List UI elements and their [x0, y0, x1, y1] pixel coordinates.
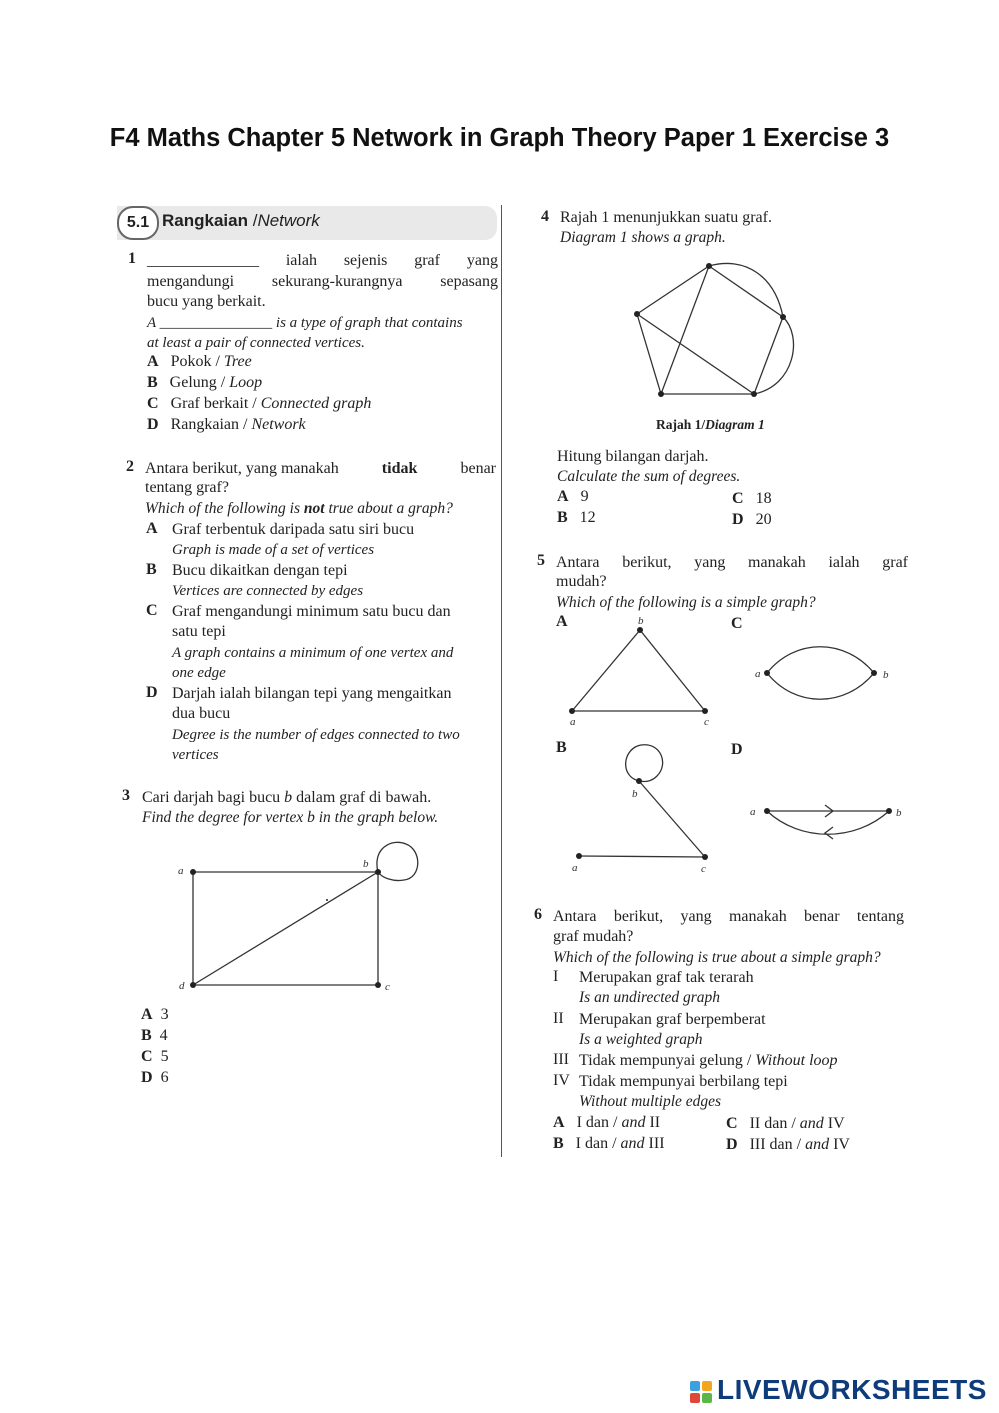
column-divider: [501, 205, 502, 1157]
edge: [637, 266, 709, 314]
q3-ms-a: Cari darjah bagi bucu: [142, 789, 281, 806]
option-letter: A: [553, 1114, 565, 1131]
label-b: b: [632, 788, 638, 800]
q6-option-b[interactable]: [553, 1134, 665, 1154]
q4-option-b[interactable]: [557, 508, 596, 528]
q3-ms-b: dalam graf di bawah.: [296, 789, 432, 806]
q2-en-a: Which of the following is: [145, 500, 300, 517]
option-ms: Gelung /: [169, 374, 226, 391]
vertex: [706, 263, 712, 269]
q4-en: Diagram 1 shows a graph.: [560, 229, 726, 246]
q2-number: 2: [126, 458, 134, 475]
option-and: and: [805, 1136, 830, 1153]
option-letter: C: [726, 1115, 738, 1132]
label-a: a: [755, 668, 761, 680]
vertex: [658, 391, 664, 397]
edge-upper: [767, 647, 874, 673]
q1-word: ialah: [285, 252, 317, 269]
vertex-b: [886, 808, 892, 814]
q5-ms-line2: mudah?: [556, 573, 607, 590]
option-letter: B: [147, 374, 158, 391]
caption-ms: Rajah 1/: [656, 417, 706, 432]
q1-word: graf: [414, 252, 440, 269]
q3-number: 3: [122, 787, 130, 804]
q3-ms: [142, 788, 431, 808]
vertex-a: [764, 670, 770, 676]
q1-option-b[interactable]: [147, 373, 262, 393]
q2-en-b: true about a graph?: [328, 500, 453, 517]
q4-option-d[interactable]: [732, 510, 772, 530]
vertex-c: [702, 854, 708, 860]
edge: [709, 266, 783, 317]
option-ms: satu tepi: [172, 623, 226, 640]
q6-statement-roman: III: [553, 1051, 569, 1068]
option-value: 9: [580, 488, 589, 505]
vertex-c: [375, 982, 381, 988]
q5-option-a-graph[interactable]: [562, 612, 722, 730]
q5-option-d-letter[interactable]: D: [731, 741, 743, 758]
q4-question-en: Calculate the sum of degrees.: [557, 468, 741, 485]
option-ms: Pokok /: [170, 353, 220, 370]
option-value: 5: [160, 1048, 169, 1065]
vertex: [780, 314, 786, 320]
q2-ms-a: Antara berikut, yang manakah: [145, 460, 339, 477]
q2-en-bold: not: [303, 500, 325, 517]
section-title-sep: /: [252, 211, 258, 230]
option-letter: D: [726, 1136, 738, 1153]
option-and: and: [620, 1135, 645, 1152]
arrow-left-icon: [825, 827, 833, 839]
q6-statement-ms: Tidak mempunyai berbilang tepi: [579, 1073, 788, 1090]
label-a: a: [750, 806, 756, 818]
q5-option-a-letter[interactable]: A: [556, 613, 568, 630]
q6-ms-line1: Antara berikut, yang manakah benar tentang: [553, 908, 904, 925]
option-ms: Graf terbentuk daripada satu siri bucu: [172, 521, 415, 538]
q3-option-d[interactable]: [141, 1068, 169, 1088]
option-text: I dan /: [576, 1114, 618, 1131]
option-value: 6: [160, 1069, 169, 1086]
liveworksheets-logo-icon: [690, 1379, 714, 1405]
q4-diagram-caption: [656, 417, 765, 433]
label-a: a: [572, 862, 578, 874]
q2-ms-b: benar: [460, 460, 496, 477]
option-value: 4: [159, 1027, 168, 1044]
option-letter: C: [732, 490, 744, 507]
option-ms: Bucu dikaitkan dengan tepi: [172, 562, 348, 579]
q1-en-b: is a type of graph that contains: [275, 315, 463, 331]
option-letter: C: [141, 1048, 153, 1065]
option-letter: A: [147, 353, 159, 370]
option-value: 3: [160, 1006, 169, 1023]
section-title: [162, 211, 320, 231]
option-text: III dan /: [749, 1136, 802, 1153]
option-text: III: [648, 1135, 665, 1152]
option-letter: A: [146, 520, 158, 537]
label-d: d: [179, 980, 185, 992]
q6-statement-ms: Tidak mempunyai gelung /: [579, 1052, 752, 1069]
q5-ms-line1: Antara berikut, yang manakah ialah graf: [556, 554, 908, 571]
option-ms: Darjah ialah bilangan tepi yang mengaitkan: [172, 685, 452, 702]
q4-option-c[interactable]: [732, 489, 772, 509]
loop-b: [377, 842, 418, 880]
stray-dot: [326, 899, 328, 901]
label-b: b: [883, 669, 889, 681]
edge-lower: [767, 673, 874, 699]
q3-en: Find the degree for vertex b in the graph below.: [142, 809, 439, 826]
caption-en: Diagram 1: [705, 417, 765, 432]
q1-en-line2: at least a pair of connected vertices.: [147, 335, 365, 351]
option-text: IV: [833, 1136, 850, 1153]
q5-option-b-letter[interactable]: B: [556, 739, 567, 756]
edge-curve: [754, 317, 793, 394]
q2-en: [145, 499, 453, 519]
q3-graph-diagram: [170, 836, 430, 996]
vertex-b: [871, 670, 877, 676]
option-letter: D: [141, 1069, 153, 1086]
edge: [637, 314, 661, 394]
section-title-en: Network: [257, 211, 320, 230]
q1-option-c[interactable]: [147, 394, 371, 414]
q5-option-c-letter[interactable]: C: [731, 615, 743, 632]
edge: [637, 314, 754, 394]
q3-option-b[interactable]: [141, 1026, 168, 1046]
q6-option-a[interactable]: [553, 1113, 660, 1133]
vertex-d: [190, 982, 196, 988]
q5-option-b-graph[interactable]: [565, 740, 725, 878]
q5-number: 5: [537, 552, 545, 569]
vertex-c: [702, 708, 708, 714]
label-a: a: [570, 716, 576, 728]
option-and: and: [621, 1114, 646, 1131]
option-value: 20: [755, 511, 772, 528]
section-title-ms: Rangkaian: [162, 211, 248, 230]
q1-en-blank[interactable]: _______________: [159, 315, 273, 331]
liveworksheets-logo-text: LIVEWORKSHEETS: [717, 1374, 987, 1405]
edge: [640, 630, 705, 711]
q6-en: Which of the following is true about a simple graph?: [553, 949, 881, 966]
q1-ms-line2: mengandungi sekurang-kurangnya sepasang: [147, 273, 498, 290]
q1-ms-line3: bucu yang berkait.: [147, 293, 266, 310]
q6-number: 6: [534, 906, 542, 923]
option-value: 12: [579, 509, 596, 526]
q1-en-a: A: [147, 315, 156, 331]
q6-statement-ms: Merupakan graf tak terarah: [579, 969, 754, 986]
q6-ms-line2: graf mudah?: [553, 928, 634, 945]
q4-diagram-1: [625, 256, 815, 404]
option-text: I dan /: [575, 1135, 617, 1152]
edge: [754, 317, 783, 394]
q1-blank[interactable]: ______________: [147, 252, 259, 269]
edge: [572, 630, 640, 711]
option-text: IV: [827, 1115, 845, 1132]
label-c: c: [704, 716, 709, 728]
option-letter: D: [732, 511, 744, 528]
option-letter: B: [553, 1135, 564, 1152]
option-value: 18: [755, 490, 772, 507]
q4-number: 4: [541, 208, 549, 225]
q4-option-a[interactable]: [557, 487, 589, 507]
q2-ms-bold: tidak: [381, 460, 418, 477]
label-c: c: [385, 981, 390, 993]
option-en: Network: [251, 416, 306, 433]
option-ms: dua bucu: [172, 705, 231, 722]
q6-option-c[interactable]: [726, 1114, 845, 1134]
edge: [661, 266, 709, 394]
q1-word: sejenis: [343, 252, 388, 269]
option-ms: Graf mengandungi minimum satu bucu dan: [172, 603, 451, 620]
q6-statement-ms: Merupakan graf berpemberat: [579, 1011, 766, 1028]
option-en: vertices: [172, 747, 219, 763]
vertex-b: [637, 627, 643, 633]
option-text: II dan /: [749, 1115, 796, 1132]
q6-statement-en: Without multiple edges: [579, 1093, 722, 1110]
q3-ms-var: b: [284, 789, 293, 806]
option-letter: B: [146, 561, 157, 578]
loop-b: [626, 745, 663, 782]
q6-option-d[interactable]: [726, 1135, 850, 1155]
q1-option-d[interactable]: [147, 415, 306, 435]
vertex-b: [375, 869, 381, 875]
option-letter: D: [147, 416, 159, 433]
q6-statement-en: Without loop: [755, 1052, 838, 1069]
option-letter: B: [141, 1027, 152, 1044]
q6-statement-roman: IV: [553, 1072, 570, 1089]
option-text: II: [649, 1114, 661, 1131]
label-a: a: [178, 865, 184, 877]
option-letter: C: [147, 395, 159, 412]
q5-option-d-graph[interactable]: [745, 792, 910, 852]
q6-statement-en: Is a weighted graph: [579, 1031, 703, 1048]
option-ms: Graf berkait /: [170, 395, 257, 412]
label-b: b: [363, 858, 369, 870]
q1-option-a[interactable]: [147, 352, 252, 372]
option-ms: Rangkaian /: [170, 416, 248, 433]
option-letter: C: [146, 602, 158, 619]
vertex: [751, 391, 757, 397]
option-letter: A: [141, 1006, 153, 1023]
option-en: Loop: [229, 374, 263, 391]
option-letter: B: [557, 509, 568, 526]
label-c: c: [701, 863, 706, 875]
vertex-b: [636, 778, 642, 784]
option-en: Degree is the number of edges connected to two: [172, 727, 460, 743]
option-letter: A: [557, 488, 569, 505]
q1-ms-line1: [147, 251, 498, 271]
label-b: b: [638, 615, 644, 627]
section-number-badge: 5.1: [117, 206, 159, 240]
page-title: F4 Maths Chapter 5 Network in Graph Theory Paper 1 Exercise 3: [109, 124, 890, 152]
option-letter: D: [146, 684, 158, 701]
option-en: Connected graph: [260, 395, 372, 412]
q3-option-a[interactable]: [141, 1005, 169, 1025]
option-en: one edge: [172, 665, 226, 681]
q6-statement-iii: [579, 1051, 838, 1071]
q3-option-c[interactable]: [141, 1047, 169, 1067]
q4-question-ms: Hitung bilangan darjah.: [557, 448, 709, 465]
q6-statement-roman: II: [553, 1010, 564, 1027]
q4-ms: Rajah 1 menunjukkan suatu graf.: [560, 209, 772, 226]
option-en: Graph is made of a set of vertices: [172, 542, 375, 558]
q1-en-line1: [147, 313, 463, 333]
vertex-a: [764, 808, 770, 814]
q5-en: Which of the following is a simple graph?: [556, 594, 816, 611]
q6-statement-en: Is an undirected graph: [579, 989, 721, 1006]
option-en: Vertices are connected by edges: [172, 583, 364, 599]
option-en: A graph contains a minimum of one vertex and: [172, 645, 454, 661]
q6-statement-roman: I: [553, 968, 559, 985]
q5-option-c-graph[interactable]: [750, 640, 900, 710]
edge: [639, 781, 705, 857]
q2-ms-line2: tentang graf?: [145, 479, 229, 496]
edge: [579, 856, 705, 857]
option-en: Tree: [223, 353, 252, 370]
option-and: and: [799, 1115, 824, 1132]
liveworksheets-logo: [690, 1374, 987, 1406]
vertex-a: [569, 708, 575, 714]
q1-word: yang: [466, 252, 498, 269]
q2-ms-line1: [145, 459, 496, 479]
q1-number: 1: [128, 250, 136, 267]
label-b: b: [896, 807, 902, 819]
vertex-a: [190, 869, 196, 875]
vertex-a: [576, 853, 582, 859]
edge-db: [193, 872, 378, 985]
vertex: [634, 311, 640, 317]
